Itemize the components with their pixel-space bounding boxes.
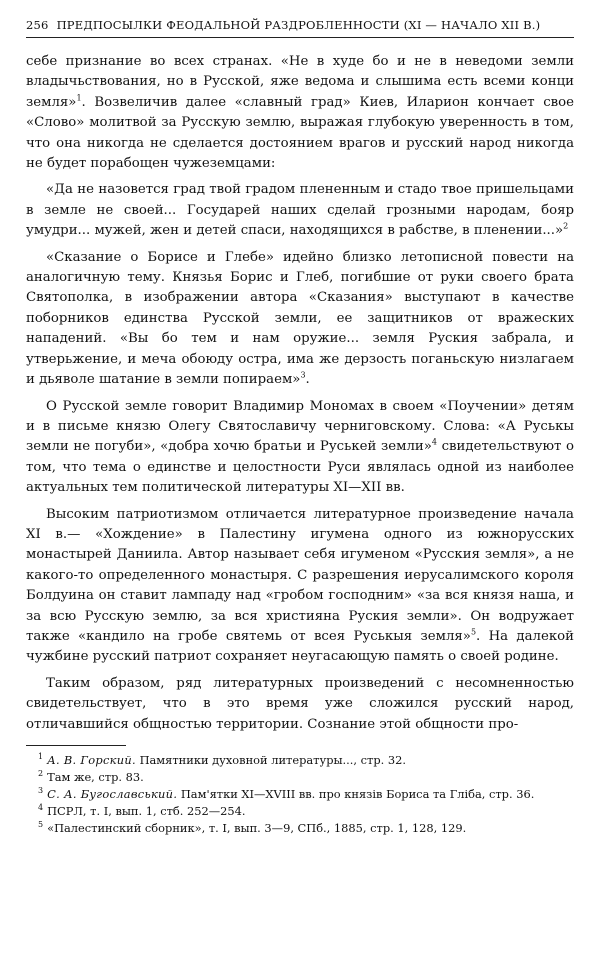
footnote: $^2$ Там же, стр. 83.: [38, 769, 144, 784]
paragraph: «Сказание о Борисе и Глебе» идейно близко летописной повести на аналогичную тему. Князья Борис и Глеб, погибшие от руки своего брата Святополка, в изображении автора «Сказания» выступают в качестве поборников единства Русской земли, ее защитников от вражеских нападений. «Вы бо тем и нам оружие... земля Руския забрала, и утверьжение, и меча обоюду остра, има же дерзость поганьскую низлагаем и дьяволе шатание в земли попираем»$^3$.: [26, 249, 574, 388]
footnote-ref: 5: [470, 627, 477, 637]
paragraph: себе признание во всех странах. «Не в худе бо и не в неведоми земли владычьствования, но в Русской, яже ведома и слышима есть всеми конци земля»$^1$. Возвеличив далее «славный град» Киев, Иларион кончает свое «Слово» молитвой за Русскую землю, выражая глубокую уверенность в том, что она никогда не сделается достоянием врагов и русский народ никогда не будет порабощен чужеземцами:: [26, 54, 574, 172]
paragraph: Высоким патриотизмом отличается литературное произведение начала XI в.— «Хождение» в Палестину игумена одного из южнорусских монастырей Даниила. Автор называет себя игуменом «Русския земля», а не какого-то определенного монастыря. С разрешения иерусалимского короля Болдуина он ставит лампаду над «гробом господним» «за вся князя наша, и за всю Русскую землю, за вся християна Руския земли». Он водружает также «кандило на гробе святемь от всея Руськыя земля»$^5$. На далекой чужбине русский патриот сохраняет неугасающую память о своей родине.: [26, 506, 575, 665]
page-number: 256: [26, 18, 49, 32]
footnote-ref: 3: [300, 370, 306, 380]
paragraph: О Русской земле говорит Владимир Мономах в своем «Поучении» детям и в письме князю Олегу Святославичу черниговскому. Слова: «А Руськы земли не погуби», «добра хочю братьи и Руськей земли»$^4$ свидетельствуют о том, что тема о единстве и целостности Руси являлась одной из наиболее актуальных тем политической литературы XI—XII вв.: [26, 398, 574, 496]
footnote-divider: [26, 745, 126, 746]
footnote-ref: 4: [431, 437, 437, 447]
footnote: $^4$ ПСРЛ, т. I, вып. 1, стб. 252—254.: [38, 803, 246, 818]
quote-paragraph: «Да не назовется град твой градом плененным и стадо твое пришельцами в земле не своей... Государей наших сделай грозными народам, бояр умудри... мужей, жен и детей спаси, находящихся в рабстве, в пленении...»$^2$: [26, 182, 574, 239]
footnote-ref: 2: [563, 221, 569, 231]
page: [26, 18, 574, 837]
body-text: [26, 52, 574, 735]
footnote: $^3$ С. А. Бугославський. Пам'ятки XI—XVIII вв. про князів Бориса та Гліба, стр. 36.: [38, 786, 535, 801]
footnote: $^1$ А. В. Горский. Памятники духовной литературы..., стр. 32.: [38, 752, 406, 767]
running-title: ПРЕДПОСЫЛКИ ФЕОДАЛЬНОЙ РАЗДРОБЛЕННОСТИ (XI — НАЧАЛО XII В.): [56, 18, 541, 32]
paragraph: Таким образом, ряд литературных произведений с несомненностью свидетельствует, что в это время уже сложился русский народ, отличавшийся общностью территории. Сознание этой общности про-: [26, 675, 574, 732]
running-header: [26, 18, 574, 38]
footnote: $^5$ «Палестинский сборник», т. I, вып. 3—9, СПб., 1885, стр. 1, 128, 129.: [38, 820, 467, 835]
footnotes: [26, 752, 574, 837]
footnote-ref: 1: [76, 93, 82, 103]
